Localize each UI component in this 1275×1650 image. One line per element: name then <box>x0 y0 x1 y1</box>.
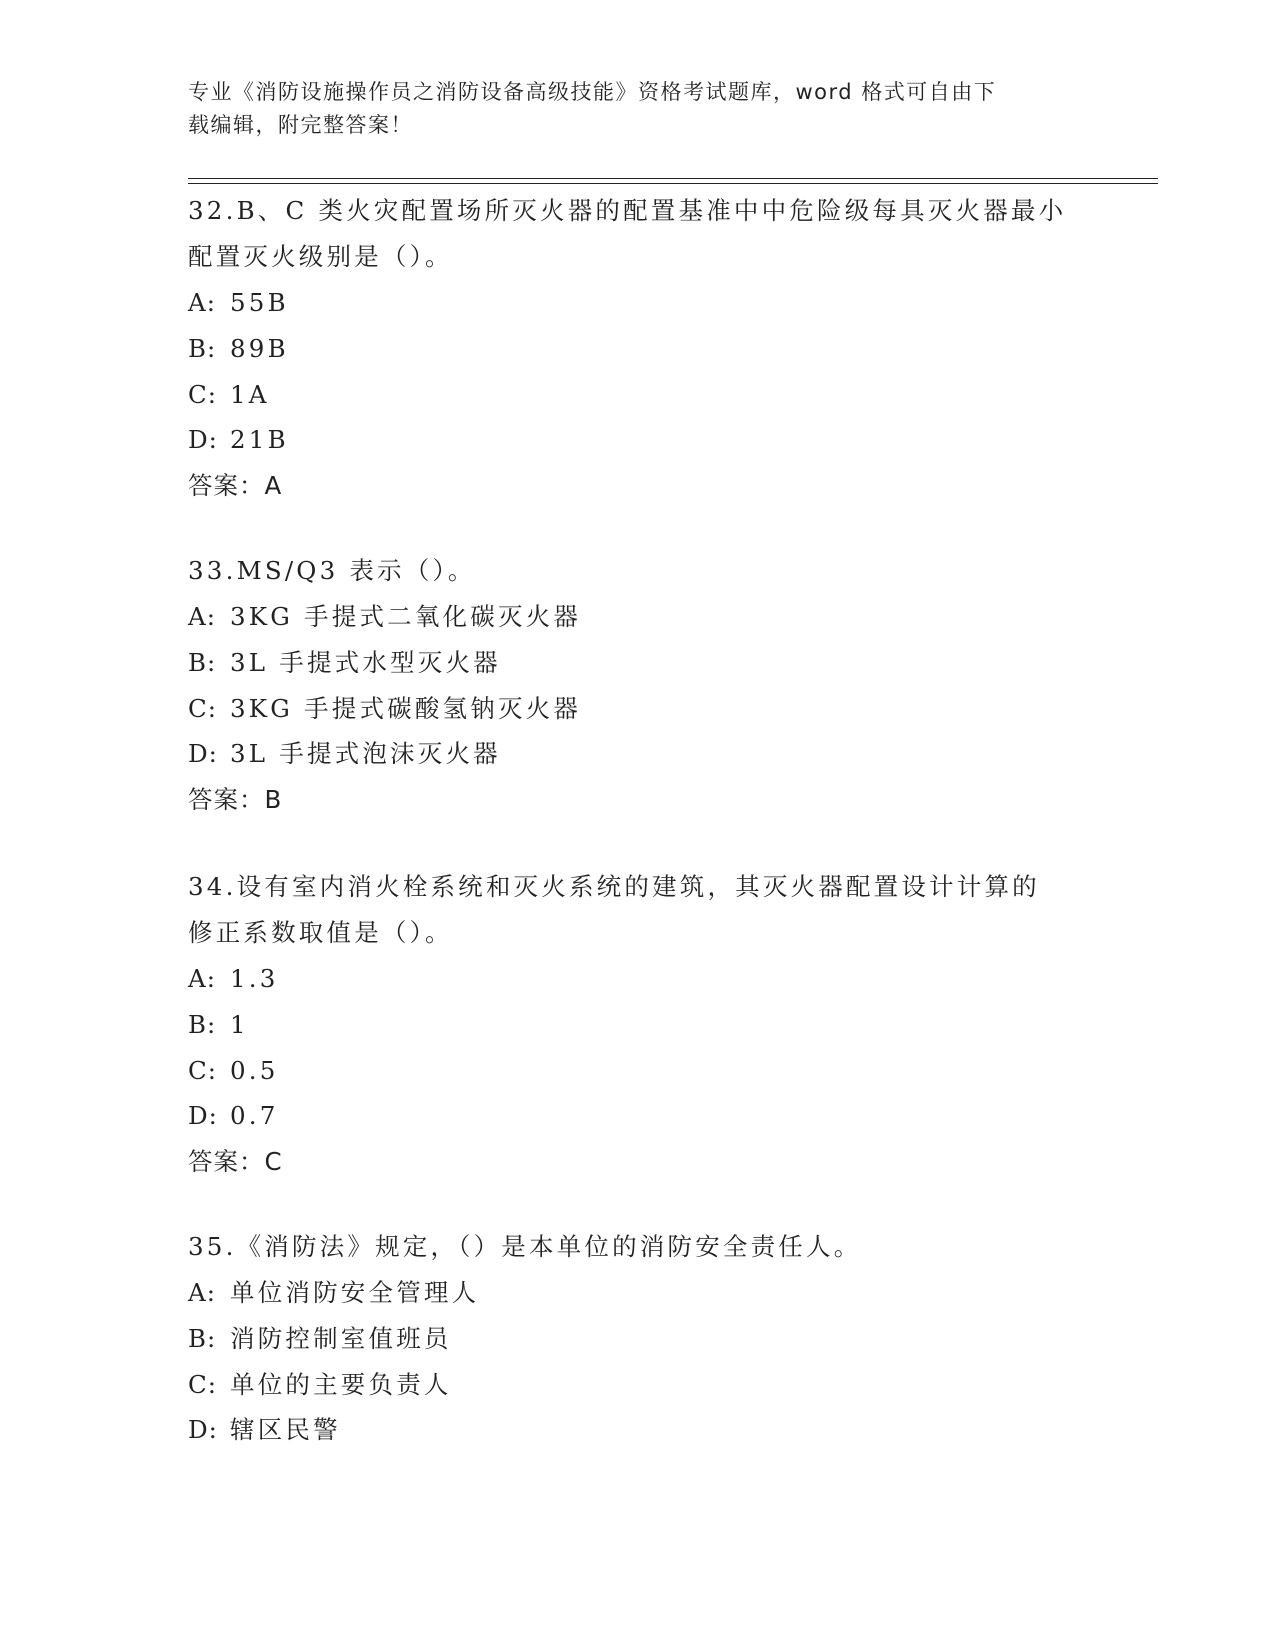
option-b <box>188 1316 1088 1362</box>
option-text: 21B <box>230 425 289 455</box>
option-text: 单位消防安全管理人 <box>230 1278 480 1307</box>
option-text: 单位的主要负责人 <box>230 1369 452 1399</box>
option-c <box>188 686 1088 732</box>
option-letter: D: <box>188 739 218 769</box>
option-text: 0.7 <box>230 1101 279 1131</box>
answer-line: 答案：A <box>188 471 283 501</box>
answer-line: 答案：B <box>188 785 283 815</box>
option-letter: C: <box>188 693 218 723</box>
option-text: 0.5 <box>230 1055 279 1085</box>
option-text: 1A <box>230 379 270 409</box>
option-b <box>188 326 1088 372</box>
option-letter: B: <box>188 1323 217 1353</box>
option-text: 89B <box>230 333 289 363</box>
question-34 <box>188 864 1088 1185</box>
option-letter: C: <box>188 379 218 409</box>
question-33 <box>188 548 1088 823</box>
option-text: 1 <box>230 1009 249 1039</box>
option-d <box>188 731 1088 777</box>
header-divider-top <box>188 178 1158 179</box>
option-letter: A: <box>188 602 216 631</box>
question-stem-line: 35.《消防法》规定，（）是本单位的消防安全责任人。 <box>188 1232 862 1261</box>
question-stem <box>188 864 1088 956</box>
document-header <box>188 76 1088 142</box>
question-stem-line: 配置灭火级别是（）。 <box>188 242 453 271</box>
option-b <box>188 640 1088 686</box>
option-a <box>188 956 1088 1002</box>
option-d <box>188 417 1088 463</box>
option-a <box>188 594 1088 640</box>
option-d <box>188 1407 1088 1453</box>
question-stem <box>188 188 1088 280</box>
option-letter: D: <box>188 1415 218 1445</box>
option-letter: D: <box>188 1101 218 1131</box>
option-letter: A: <box>188 1278 216 1307</box>
option-text: 3L 手提式水型灭火器 <box>230 647 501 677</box>
option-letter: B: <box>188 333 217 363</box>
option-letter: C: <box>188 1055 218 1085</box>
option-letter: D: <box>188 425 218 455</box>
option-d <box>188 1093 1088 1139</box>
option-text: 3KG 手提式碳酸氢钠灭火器 <box>230 693 582 723</box>
option-text: 3L 手提式泡沫灭火器 <box>230 739 501 769</box>
option-c <box>188 1362 1088 1408</box>
option-letter: C: <box>188 1369 218 1399</box>
option-text: 55B <box>230 288 289 317</box>
header-divider-bottom <box>188 183 1158 184</box>
option-text: 3KG 手提式二氧化碳灭火器 <box>230 602 582 631</box>
question-stem-line: 修正系数取值是（）。 <box>188 918 453 947</box>
option-a <box>188 280 1088 326</box>
option-letter: A: <box>188 964 216 993</box>
option-letter: B: <box>188 1009 217 1039</box>
question-stem <box>188 1224 1088 1270</box>
option-text: 1.3 <box>230 964 279 993</box>
option-c <box>188 1048 1088 1094</box>
question-stem-line: 32.B、C 类火灾配置场所灭火器的配置基准中中危险级每具灭火器最小 <box>188 196 1067 225</box>
question-stem <box>188 548 1088 594</box>
question-stem-line: 33.MS/Q3 表示（）。 <box>188 556 476 585</box>
option-text: 消防控制室值班员 <box>230 1323 452 1353</box>
option-letter: B: <box>188 647 217 677</box>
option-a <box>188 1270 1088 1316</box>
question-stem-line: 34.设有室内消火栓系统和灭火系统的建筑，其灭火器配置设计计算的 <box>188 872 1040 901</box>
answer-line: 答案：C <box>188 1147 283 1177</box>
header-line-1: 专业《消防设施操作员之消防设备高级技能》资格考试题库，word 格式可自由下 <box>188 80 997 104</box>
question-35 <box>188 1224 1088 1453</box>
header-line-2: 载编辑，附完整答案！ <box>188 113 413 137</box>
option-c <box>188 372 1088 418</box>
option-letter: A: <box>188 288 216 317</box>
option-text: 辖区民警 <box>230 1415 341 1445</box>
option-b <box>188 1002 1088 1048</box>
question-32 <box>188 188 1088 509</box>
